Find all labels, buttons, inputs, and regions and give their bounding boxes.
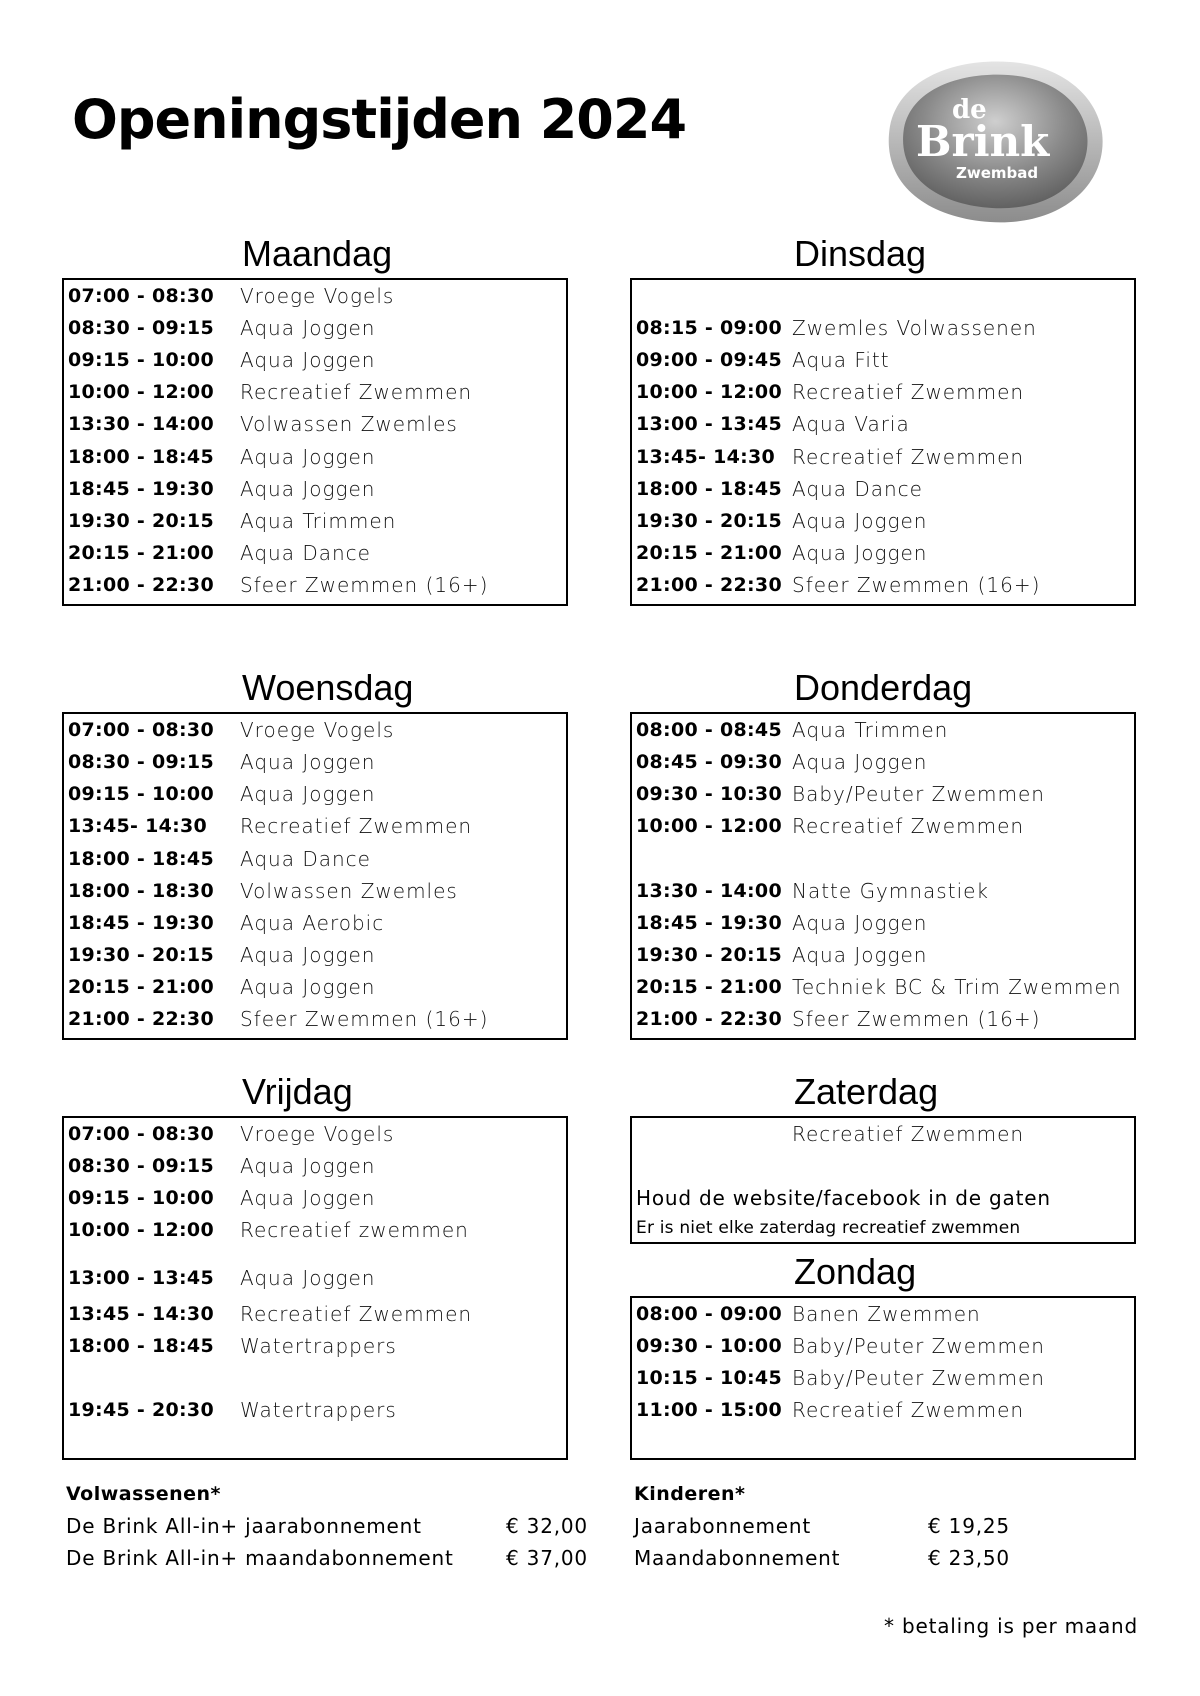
time-slot: 21:00 - 22:30 [636, 1008, 782, 1030]
table-row [64, 280, 566, 312]
payment-footnote: * betaling is per maand [884, 1614, 1138, 1638]
table-row [632, 473, 1134, 505]
activity: Aqua Dance [792, 477, 923, 501]
table-row [632, 746, 1134, 778]
table-row [64, 1003, 566, 1035]
table-row [64, 1262, 566, 1294]
table-row [632, 408, 1134, 440]
day-donderdag [630, 666, 1136, 1040]
table-row [632, 569, 1134, 601]
svg-text:de: de [952, 95, 987, 125]
table-row [64, 1150, 566, 1182]
activity: Recreatief zwemmen [240, 1218, 469, 1242]
time-slot: 19:45 - 20:30 [68, 1399, 214, 1421]
table-row [632, 505, 1134, 537]
time-slot: 08:30 - 09:15 [68, 1155, 214, 1177]
time-slot: 20:15 - 21:00 [636, 542, 782, 564]
activity: Vroege Vogels [240, 718, 395, 742]
activity: Aqua Joggen [792, 911, 928, 935]
time-slot: 20:15 - 21:00 [636, 976, 782, 998]
activity: Vroege Vogels [240, 284, 395, 308]
activity: Volwassen Zwemles [240, 412, 458, 436]
table-row [64, 875, 566, 907]
time-slot: 13:00 - 13:45 [636, 413, 782, 435]
activity: Aqua Joggen [240, 445, 376, 469]
time-slot: 09:30 - 10:00 [636, 1335, 782, 1357]
prices-volwassenen [66, 1478, 586, 1574]
prices-heading: Volwassenen* [66, 1483, 221, 1505]
time-slot: 18:45 - 19:30 [636, 912, 782, 934]
activity: Aqua Joggen [240, 782, 376, 806]
activity: Aqua Joggen [240, 477, 376, 501]
time-slot: 13:45- 14:30 [68, 815, 208, 837]
time-slot: 21:00 - 22:30 [68, 574, 214, 596]
day-title: Dinsdag [794, 233, 927, 274]
time-slot: 10:00 - 12:00 [68, 381, 214, 403]
price-amount: € 23,50 [928, 1546, 1010, 1570]
table-row [632, 939, 1134, 971]
activity: Recreatief Zwemmen [240, 1302, 473, 1326]
prices-kinderen [634, 1478, 1034, 1574]
activity: Watertrappers [240, 1334, 397, 1358]
table-row [64, 971, 566, 1003]
time-slot: 07:00 - 08:30 [68, 1123, 214, 1145]
activity: Sfeer Zwemmen (16+) [792, 1007, 1041, 1031]
time-slot: 08:30 - 09:15 [68, 751, 214, 773]
table-row [632, 875, 1134, 907]
table-row [64, 810, 566, 842]
activity: Aqua Joggen [240, 750, 376, 774]
price-line [66, 1510, 586, 1542]
activity: Aqua Joggen [240, 975, 376, 999]
time-slot: 09:15 - 10:00 [68, 349, 214, 371]
price-amount: € 37,00 [506, 1546, 588, 1570]
time-slot: 08:00 - 08:45 [636, 719, 782, 741]
time-slot: 08:15 - 09:00 [636, 317, 782, 339]
table-row [64, 312, 566, 344]
activity: Sfeer Zwemmen (16+) [240, 1007, 489, 1031]
day-title: Donderdag [794, 667, 973, 708]
table-row [632, 714, 1134, 746]
table-row [632, 1118, 1134, 1150]
table-row [632, 1003, 1134, 1035]
table-row [64, 939, 566, 971]
table-row [632, 376, 1134, 408]
day-title: Zaterdag [794, 1071, 939, 1112]
svg-text:Brink: Brink [916, 117, 1050, 166]
day-vrijdag [62, 1070, 568, 1460]
price-line [634, 1510, 1034, 1542]
svg-text:Zwembad: Zwembad [956, 164, 1039, 182]
time-slot: 10:00 - 12:00 [68, 1219, 214, 1241]
table-row [64, 441, 566, 473]
time-slot: 10:00 - 12:00 [636, 815, 782, 837]
activity: Aqua Varia [792, 412, 910, 436]
activity: Banen Zwemmen [792, 1302, 981, 1326]
schedule-box [630, 712, 1136, 1040]
activity: Volwassen Zwemles [240, 879, 458, 903]
time-slot: 19:30 - 20:15 [636, 944, 782, 966]
time-slot: 18:00 - 18:45 [68, 446, 214, 468]
day-zaterdag [630, 1070, 1136, 1244]
table-row [64, 1298, 566, 1330]
activity: Zwemles Volwassenen [792, 316, 1037, 340]
activity: Aqua Trimmen [240, 509, 397, 533]
schedule-box [62, 712, 568, 1040]
activity: Aqua Joggen [792, 541, 928, 565]
time-slot: 09:30 - 10:30 [636, 783, 782, 805]
schedule-box [630, 1116, 1136, 1244]
activity: Aqua Trimmen [792, 718, 949, 742]
activity: Baby/Peuter Zwemmen [792, 1366, 1045, 1390]
activity: Aqua Aerobic [240, 911, 385, 935]
table-row [64, 1182, 566, 1214]
schedule-box [62, 1116, 568, 1460]
time-slot: 09:00 - 09:45 [636, 349, 782, 371]
activity: Sfeer Zwemmen (16+) [792, 573, 1041, 597]
time-slot: 18:45 - 19:30 [68, 478, 214, 500]
activity: Baby/Peuter Zwemmen [792, 782, 1045, 806]
time-slot: 11:00 - 15:00 [636, 1399, 782, 1421]
notice-text: Er is niet elke zaterdag recreatief zwemmen [636, 1218, 1021, 1238]
activity: Aqua Dance [240, 541, 371, 565]
activity: Aqua Joggen [792, 943, 928, 967]
table-row [64, 1118, 566, 1150]
time-slot: 10:15 - 10:45 [636, 1367, 782, 1389]
table-row [64, 778, 566, 810]
table-row [64, 569, 566, 601]
activity: Recreatief Zwemmen [792, 445, 1025, 469]
time-slot: 19:30 - 20:15 [68, 510, 214, 532]
time-slot: 09:15 - 10:00 [68, 1187, 214, 1209]
time-slot: 18:00 - 18:45 [68, 848, 214, 870]
time-slot: 19:30 - 20:15 [636, 510, 782, 532]
time-slot: 13:30 - 14:00 [636, 880, 782, 902]
time-slot: 20:15 - 21:00 [68, 542, 214, 564]
activity: Recreatief Zwemmen [792, 814, 1025, 838]
day-dinsdag [630, 232, 1136, 606]
time-slot: 20:15 - 21:00 [68, 976, 214, 998]
day-title: Vrijdag [242, 1071, 353, 1112]
time-slot: 13:45- 14:30 [636, 446, 776, 468]
time-slot: 07:00 - 08:30 [68, 285, 214, 307]
activity: Recreatief Zwemmen [792, 1398, 1025, 1422]
schedule-box [630, 278, 1136, 606]
price-line [634, 1542, 1034, 1574]
price-line [66, 1542, 586, 1574]
time-slot: 18:00 - 18:45 [636, 478, 782, 500]
time-slot: 18:00 - 18:45 [68, 1335, 214, 1357]
activity: Aqua Joggen [240, 316, 376, 340]
time-slot: 13:00 - 13:45 [68, 1267, 214, 1289]
time-slot: 10:00 - 12:00 [636, 381, 782, 403]
table-row [64, 746, 566, 778]
prices-heading: Kinderen* [634, 1483, 746, 1505]
activity: Recreatief Zwemmen [240, 380, 473, 404]
table-row [64, 714, 566, 746]
table-row [632, 907, 1134, 939]
activity: Vroege Vogels [240, 1122, 395, 1146]
table-row [64, 344, 566, 376]
table-row [632, 537, 1134, 569]
activity: Recreatief Zwemmen [792, 1122, 1025, 1146]
day-title: Woensdag [242, 667, 414, 708]
price-label: De Brink All-in+ jaarabonnement [66, 1514, 422, 1538]
table-row [64, 1214, 566, 1246]
activity: Aqua Joggen [240, 348, 376, 372]
price-label: Maandabonnement [634, 1546, 841, 1570]
time-slot: 08:00 - 09:00 [636, 1303, 782, 1325]
table-row [632, 1298, 1134, 1330]
table-row [64, 1330, 566, 1362]
time-slot: 13:45 - 14:30 [68, 1303, 214, 1325]
time-slot: 19:30 - 20:15 [68, 944, 214, 966]
de-brink-logo [870, 56, 1110, 228]
activity: Aqua Joggen [240, 1186, 376, 1210]
table-row [632, 1362, 1134, 1394]
page-title: Openingstijden 2024 [72, 88, 687, 151]
time-slot: 09:15 - 10:00 [68, 783, 214, 805]
schedule-box [630, 1296, 1136, 1460]
activity: Aqua Dance [240, 847, 371, 871]
activity: Techniek BC & Trim Zwemmen [792, 975, 1122, 999]
day-title: Maandag [242, 233, 393, 274]
activity: Watertrappers [240, 1398, 397, 1422]
table-row [64, 1394, 566, 1426]
table-row [64, 473, 566, 505]
time-slot: 18:00 - 18:30 [68, 880, 214, 902]
time-slot: 21:00 - 22:30 [68, 1008, 214, 1030]
time-slot: 08:45 - 09:30 [636, 751, 782, 773]
table-row [64, 537, 566, 569]
table-row [632, 441, 1134, 473]
time-slot: 13:30 - 14:00 [68, 413, 214, 435]
table-row [64, 505, 566, 537]
table-row [64, 843, 566, 875]
activity: Aqua Joggen [240, 1266, 376, 1290]
table-row [632, 971, 1134, 1003]
schedule-box [62, 278, 568, 606]
activity: Sfeer Zwemmen (16+) [240, 573, 489, 597]
day-maandag [62, 232, 568, 606]
time-slot: 08:30 - 09:15 [68, 317, 214, 339]
activity: Aqua Joggen [792, 750, 928, 774]
activity: Aqua Joggen [792, 509, 928, 533]
price-label: De Brink All-in+ maandabonnement [66, 1546, 454, 1570]
day-zondag [630, 1250, 1136, 1460]
table-row [64, 408, 566, 440]
time-slot: 21:00 - 22:30 [636, 574, 782, 596]
day-woensdag [62, 666, 568, 1040]
price-label: Jaarabonnement [634, 1514, 811, 1538]
table-row [632, 810, 1134, 842]
activity: Natte Gymnastiek [792, 879, 990, 903]
table-row [632, 344, 1134, 376]
table-row [64, 376, 566, 408]
table-row [632, 1330, 1134, 1362]
table-row [632, 778, 1134, 810]
activity: Aqua Joggen [240, 1154, 376, 1178]
time-slot: 07:00 - 08:30 [68, 719, 214, 741]
price-amount: € 32,00 [506, 1514, 588, 1538]
notice-text: Houd de website/facebook in de gaten [636, 1186, 1051, 1210]
activity: Aqua Joggen [240, 943, 376, 967]
table-row [632, 312, 1134, 344]
time-slot: 18:45 - 19:30 [68, 912, 214, 934]
day-title: Zondag [794, 1251, 917, 1292]
activity: Aqua Fitt [792, 348, 890, 372]
activity: Baby/Peuter Zwemmen [792, 1334, 1045, 1358]
table-row [632, 1394, 1134, 1426]
price-amount: € 19,25 [928, 1514, 1010, 1538]
activity: Recreatief Zwemmen [240, 814, 473, 838]
table-row [64, 907, 566, 939]
activity: Recreatief Zwemmen [792, 380, 1025, 404]
